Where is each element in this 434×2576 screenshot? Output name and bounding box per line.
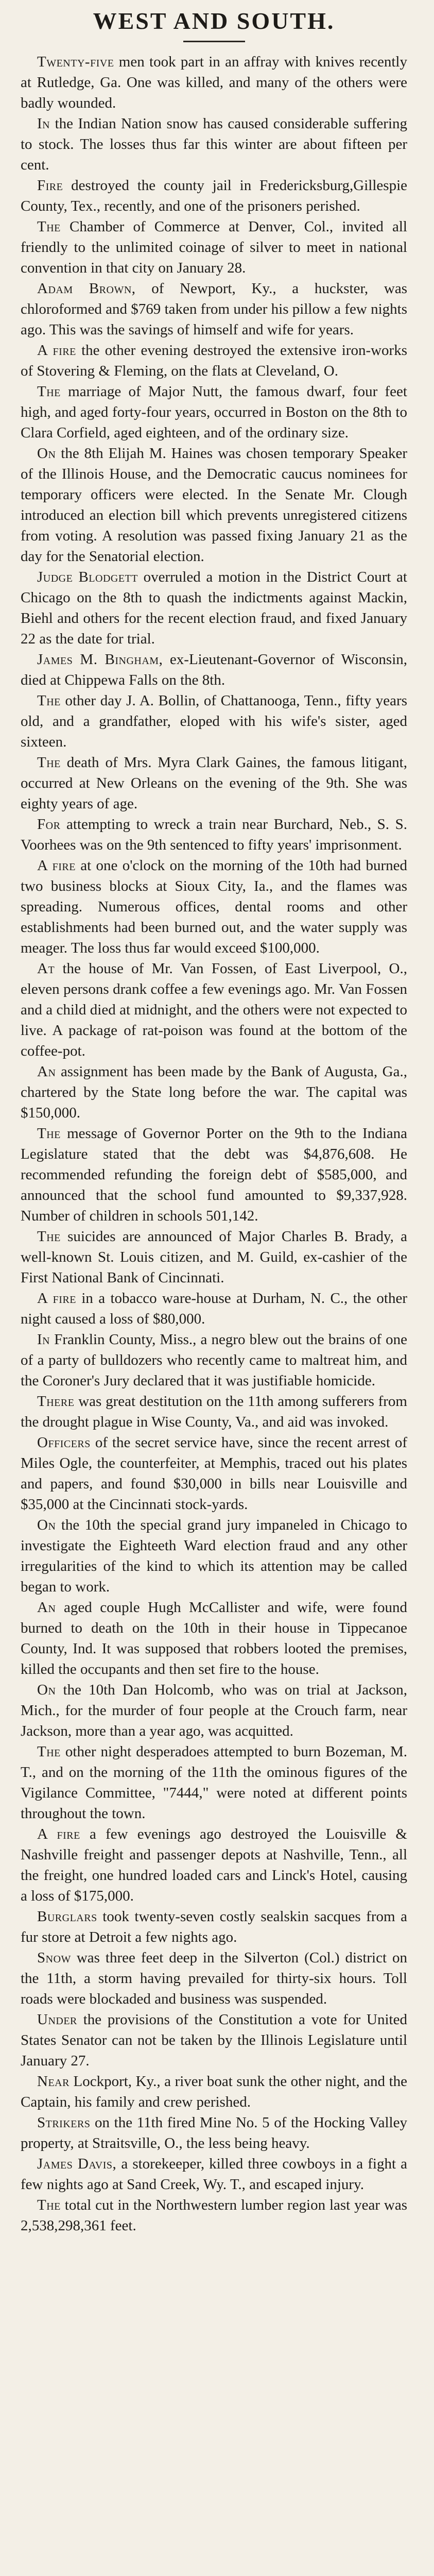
news-item-text: the provisions of the Constitution a vote for United States Senator can not be taken by the Illinois Legislature until January 27.: [21, 2011, 407, 2069]
news-item: [21, 2195, 407, 2236]
news-item-lead: In: [37, 115, 50, 132]
news-item: [21, 814, 407, 855]
news-item-lead: In: [37, 1331, 50, 1348]
news-item-lead: Fire: [37, 177, 63, 194]
news-item-lead: Strikers: [37, 2114, 91, 2131]
news-item-text: death of Mrs. Myra Clark Gaines, the famous litigant, occurred at New Orleans on the evening of the 9th. She was eighty years of age.: [21, 754, 407, 812]
news-item-text: men took part in an affray with knives recently at Rutledge, Ga. One was killed, and many of the others were badly wounded.: [21, 54, 407, 111]
news-item: [21, 340, 407, 381]
news-item-lead: The: [37, 1125, 61, 1142]
section-headline: WEST AND SOUTH.: [93, 8, 335, 34]
news-item: [21, 1288, 407, 1329]
news-item-text: total cut in the Northwestern lumber region last year was 2,538,298,361 feet.: [21, 2197, 407, 2234]
news-item-text: the house of Mr. Van Fossen, of East Liverpool, O., eleven persons drank coffee a few evenings ago. Mr. Van Fossen and a child died at midnight, and the others were not expected to live. A package of rat-poison was found at the bottom of the coffee-pot.: [21, 960, 407, 1059]
news-item-lead: An: [37, 1599, 56, 1616]
news-item-lead: The: [37, 218, 61, 235]
news-item-lead: Snow: [37, 1950, 71, 1966]
news-item: [21, 649, 407, 690]
news-item-lead: An: [37, 1063, 56, 1080]
news-item-text: was great destitution on the 11th among sufferers from the drought plague in Wise County, Va., and aid was invoked.: [21, 1393, 407, 1430]
news-item-lead: A fire: [37, 1826, 80, 1842]
news-item-lead: Near: [37, 2073, 70, 2090]
news-item-text: other day J. A. Bollin, of Chattanooga, Tenn., fifty years old, and a grandfather, eloped with his wife's sister, aged sixteen.: [21, 692, 407, 750]
news-item-text: in a tobacco ware-house at Durham, N. C., the other night caused a loss of $80,000.: [21, 1290, 407, 1327]
news-item-lead: Under: [37, 2011, 77, 2028]
news-item: [21, 1824, 407, 1906]
news-item-lead: The: [37, 2197, 61, 2213]
news-item-text: attempting to wreck a train near Burchard, Neb., S. S. Voorhees was on the 9th sentenced to fifty years' imprisonment.: [21, 816, 407, 853]
news-item-lead: For: [37, 816, 61, 833]
news-item: [21, 690, 407, 752]
news-item-lead: A fire: [37, 857, 76, 874]
news-item-lead: The: [37, 383, 61, 400]
news-item-lead: On: [37, 1517, 56, 1533]
news-item: [21, 1906, 407, 1947]
news-item-text: of Newport, Ky., a huckster, was chloroformed and $769 taken from under his pillow a few nights ago. This was the savings of himself and wife for years.: [21, 280, 407, 338]
headline-divider: [183, 41, 245, 42]
news-item-text: marriage of Major Nutt, the famous dwarf, four feet high, and aged forty-four years, occurred in Boston on the 8th to Clara Corfield, aged eighteen, and of the ordinary size.: [21, 383, 407, 441]
news-item-lead: On: [37, 445, 56, 462]
news-item-text: suicides are announced of Major Charles B. Brady, a well-known St. Louis citizen, and M. Guild, ex-cashier of the First National Bank of Cincinnati.: [21, 1228, 407, 1286]
news-item-text: of the secret service have, since the recent arrest of Miles Ogle, the counterfeiter, at Memphis, traced out his plates and papers, and found $30,000 in bills near Louisville and $35,000 at the Cincinnati stock-yards.: [21, 1434, 407, 1513]
news-item-text: aged couple Hugh McCallister and wife, were found burned to death on the 10th in their house in Tippecanoe County, Ind. It was supposed that robbers looted the premises, killed the occupants and then set fire to the house.: [21, 1599, 407, 1677]
news-item: [21, 381, 407, 443]
news-item: [21, 1597, 407, 1680]
news-item-lead: Officers: [37, 1434, 91, 1451]
news-item: [21, 52, 407, 113]
news-item-text: at one o'clock on the morning of the 10th had burned two business blocks at Sioux City, Ia., and the flames was spreading. Numerous offices, dental rooms and other establishments had been burned out, and the water supply was meager. The loss thus far would exceed $100,000.: [21, 857, 407, 956]
news-item-lead: At: [37, 960, 55, 977]
news-item-lead: There: [37, 1393, 75, 1410]
news-items-column: [21, 52, 407, 2236]
news-item: [21, 958, 407, 1061]
news-item-text: Franklin County, Miss., a negro blew out the brains of one of a party of bulldozers who recently came to maltreat him, and the Coroner's Jury declared that it was justifiable homicide.: [21, 1331, 407, 1389]
news-item-lead: The: [37, 1743, 61, 1760]
news-item-lead: The: [37, 1228, 61, 1245]
news-item: [21, 752, 407, 814]
news-item-text: assignment has been made by the Bank of Augusta, Ga., chartered by the State long before the war. The capital was $150,000.: [21, 1063, 407, 1121]
news-item-lead: James M. Bingham,: [37, 651, 163, 668]
news-item: [21, 1741, 407, 1824]
news-item-text: the other evening destroyed the extensive iron-works of Stovering & Fleming, on the flats at Cleveland, O.: [21, 342, 408, 379]
news-item: [21, 1123, 407, 1226]
news-item-lead: The: [37, 692, 61, 709]
news-item-text: Lockport, Ky., a river boat sunk the other night, and the Captain, his family and crew perished.: [21, 2073, 407, 2110]
news-item: [21, 443, 407, 567]
news-item-text: destroyed the county jail in Fredericksburg,Gillespie County, Tex., recently, and one of the prisoners perished.: [21, 177, 407, 214]
news-item: [21, 2071, 407, 2112]
news-item: [21, 175, 407, 216]
news-item-text: a few evenings ago destroyed the Louisville & Nashville freight and passenger depots at Nashville, Tenn., all the freight, one hundred loaded cars and Linck's Hotel, causing a loss of $175,000.: [21, 1826, 407, 1904]
news-item-text: ex-Lieutenant-Governor of Wisconsin, died at Chippewa Falls on the 8th.: [21, 651, 408, 688]
news-item-text: a storekeeper, killed three cowboys in a fight a few nights ago at Sand Creek, Wy. T., and escaped injury.: [21, 2156, 407, 2193]
news-item: [21, 2009, 407, 2071]
news-item-text: the 8th Elijah M. Haines was chosen temporary Speaker of the Illinois House, and the Democratic caucus nominees for temporary officers were elected. In the Senate Mr. Clough introduced an election bill which prevents unregistered citizens from voting. A resolution was passed fixing January 21 as the day for the Senatorial election.: [21, 445, 407, 565]
news-item: [21, 1329, 407, 1391]
news-item: [21, 567, 407, 649]
news-item-lead: A fire: [37, 1290, 77, 1307]
news-item: [21, 278, 407, 340]
news-item-text: Chamber of Commerce at Denver, Col., invited all friendly to the unlimited coinage of silver to meet in national convention in that city on January 28.: [21, 218, 407, 276]
news-item-lead: Judge Blodgett: [37, 569, 138, 585]
news-item-lead: A fire: [37, 342, 76, 359]
news-item-lead: James Davis,: [37, 2156, 117, 2172]
news-item: [21, 2112, 407, 2154]
news-item: [21, 2154, 407, 2195]
news-item: [21, 855, 407, 958]
news-item-text: on the 11th fired Mine No. 5 of the Hocking Valley property, at Straitsville, O., the less being heavy.: [21, 2114, 407, 2151]
news-item-lead: The: [37, 754, 61, 771]
news-item: [21, 216, 407, 278]
news-item-text: took twenty-seven costly sealskin sacques from a fur store at Detroit a few nights ago.: [21, 1908, 407, 1945]
news-item-text: was three feet deep in the Silverton (Col.) district on the 11th, a storm having prevailed for thirty-six hours. Toll roads were blockaded and business was suspended.: [21, 1950, 407, 2007]
news-item-text: message of Governor Porter on the 9th to the Indiana Legislature stated that the debt was $4,876,608. He recommended refunding the foreign debt of $585,000, and announced that the school fund amounted to $9,337,928. Number of children in schools 501,142.: [21, 1125, 407, 1224]
news-item-text: the 10th Dan Holcomb, who was on trial at Jackson, Mich., for the murder of four people at the Crouch farm, near Jackson, more than a year ago, was acquitted.: [21, 1682, 407, 1739]
news-item-text: overruled a motion in the District Court at Chicago on the 8th to quash the indictments against Mackin, Biehl and others for the recent election fraud, and fixed January 22 as the date for trial.: [21, 569, 407, 647]
news-item-text: the 10th the special grand jury impaneled in Chicago to investigate the Eighteeth Ward election fraud and any other irregularities of the kind to which its attention may be called began to work.: [21, 1517, 407, 1595]
news-item: [21, 113, 407, 175]
news-item: [21, 1947, 407, 2009]
news-item-lead: On: [37, 1682, 56, 1698]
news-item: [21, 1432, 407, 1515]
news-item-lead: Twenty-five: [37, 54, 114, 70]
news-item: [21, 1061, 407, 1123]
news-item-text: other night desperadoes attempted to burn Bozeman, M. T., and on the morning of the 11th the ominous figures of the Vigilance Committee, "7444," were noted at different points throughout the town.: [21, 1743, 407, 1822]
news-item: [21, 1680, 407, 1741]
news-item: [21, 1515, 407, 1597]
news-item-text: the Indian Nation snow has caused considerable suffering to stock. The losses thus far this winter are about fifteen per cent.: [21, 115, 407, 173]
news-item-lead: Adam Brown,: [37, 280, 136, 297]
news-item: [21, 1391, 407, 1432]
news-item-lead: Burglars: [37, 1908, 97, 1925]
news-item: [21, 1226, 407, 1288]
